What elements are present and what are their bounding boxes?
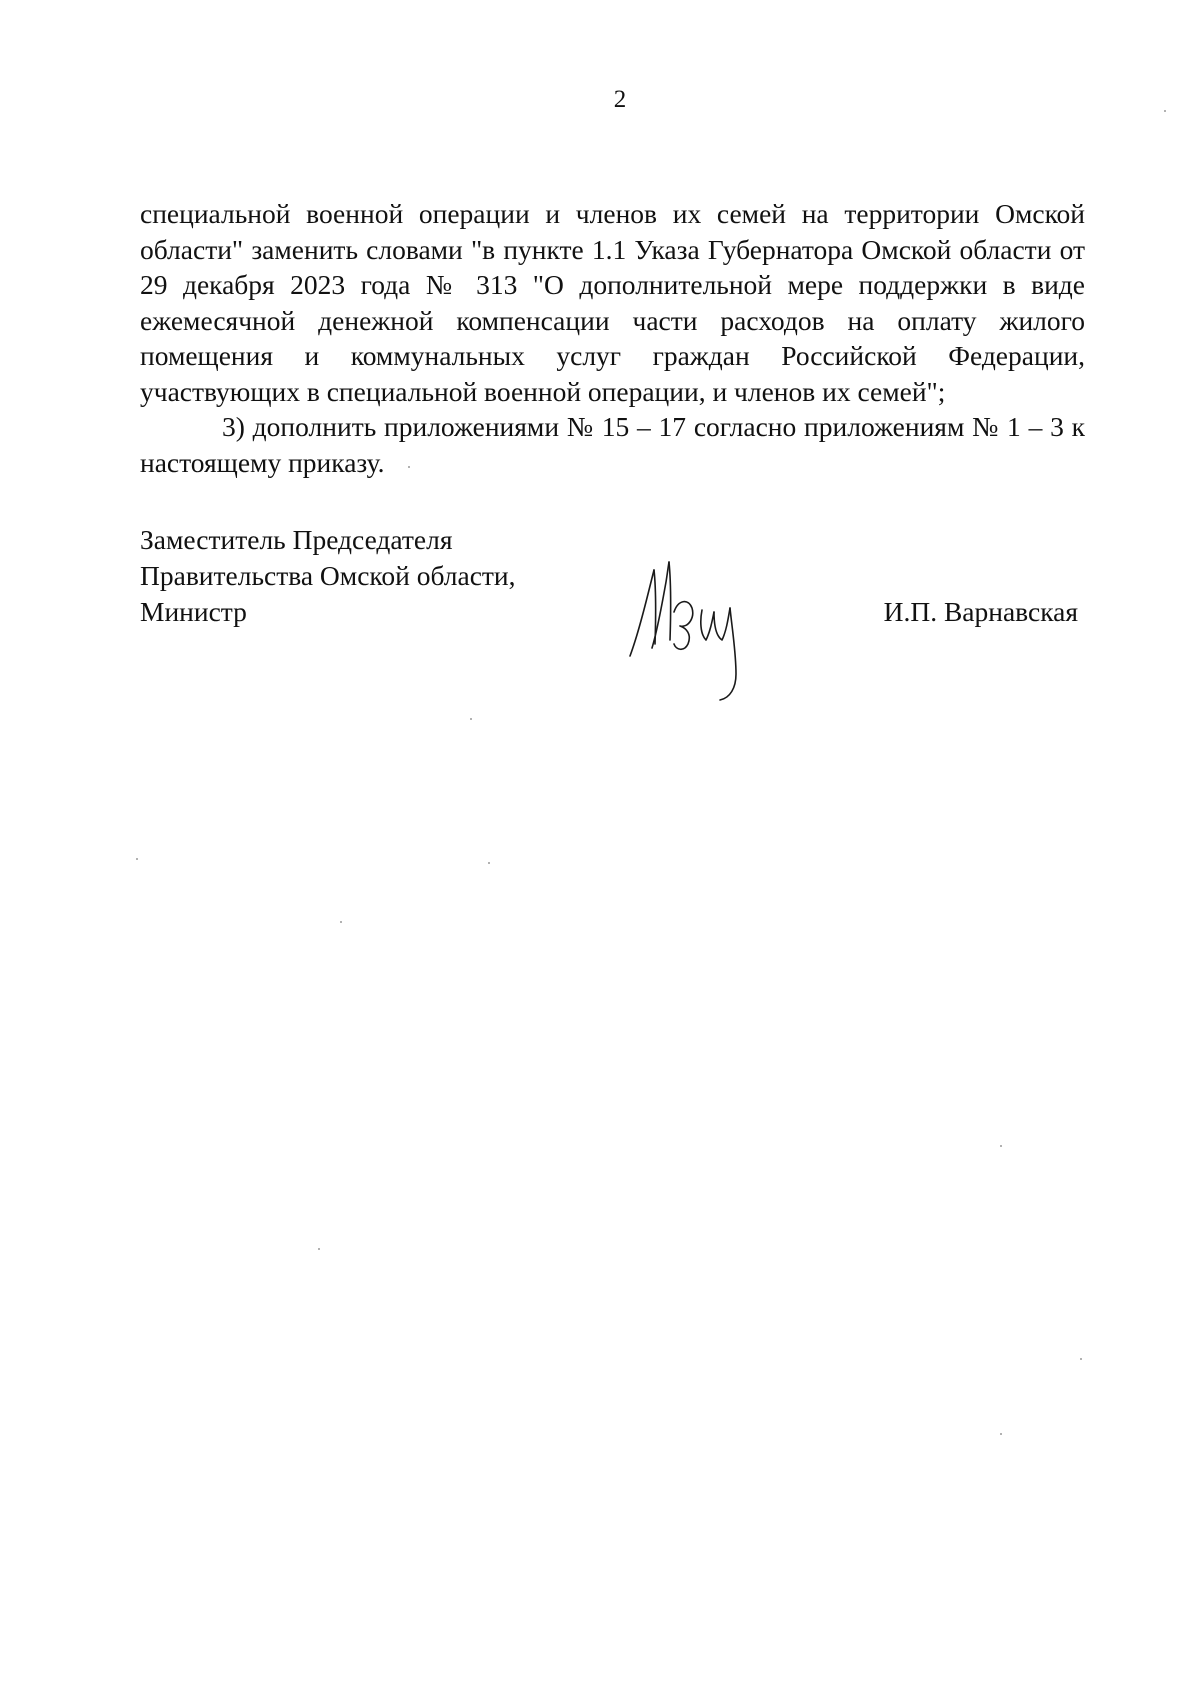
paragraph-continuation: специальной военной операции и членов их семей на территории Омской области" заменить словами "в пункте 1.1 Указа Губернатора Омской области от 29 декабря 2023 года № 313 "О дополнительной мере поддержки в виде ежемесячной денежной компенсации части расходов на оплату жилого помещения и коммунальных услуг граждан Российской Федерации, участвующих в специальной военной операции, и членов их семей"; xyxy=(140,198,1085,407)
scan-speck xyxy=(1164,110,1166,112)
paragraph-item-3: 3) дополнить приложениями № 15 – 17 согласно приложениям № 1 – 3 к настоящему приказу. xyxy=(140,411,1085,478)
page-number: 2 xyxy=(613,86,627,113)
position-line: Заместитель Председателя xyxy=(140,524,453,555)
scan-speck xyxy=(470,718,472,720)
handwritten-signature xyxy=(622,548,772,718)
scan-speck xyxy=(408,466,410,468)
position-line: Правительства Омской области, xyxy=(140,560,516,591)
scan-speck xyxy=(136,858,138,860)
scan-speck xyxy=(1000,1433,1002,1435)
scan-speck xyxy=(488,862,490,864)
scan-speck xyxy=(1080,1358,1082,1360)
scan-speck xyxy=(340,921,342,923)
scan-speck xyxy=(1000,1145,1002,1147)
scan-speck xyxy=(318,1248,320,1250)
position-line: Министр xyxy=(140,596,247,627)
signer-name: И.П. Варнавская xyxy=(883,596,1078,627)
document-body xyxy=(140,196,1085,480)
signatory-position xyxy=(140,522,516,630)
